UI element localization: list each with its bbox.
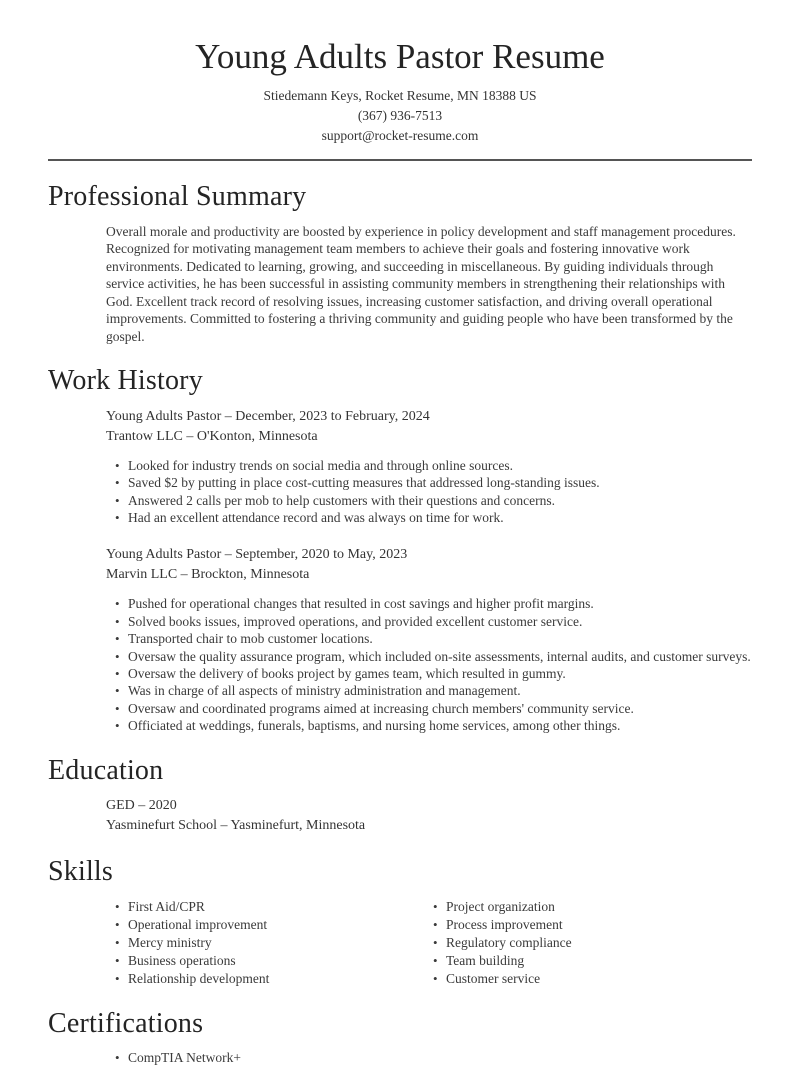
skills-column-2: [424, 898, 572, 988]
job-bullet: • Was in charge of all aspects of ministry administration and management.: [128, 682, 752, 699]
education-heading: Education: [48, 754, 164, 786]
skill-item: • Customer service: [446, 970, 572, 988]
job-header: [106, 407, 752, 447]
section-professional-summary: [48, 180, 752, 345]
job-company-line: Marvin LLC – Brockton, Minnesota: [106, 567, 310, 583]
skills-heading: Skills: [48, 856, 114, 888]
job-bullet-list: [106, 457, 752, 527]
education-entry: [106, 796, 752, 836]
skill-item: • Business operations: [128, 952, 424, 970]
job-bullet: • Oversaw the delivery of books project by games team, which resulted in gummy.: [128, 665, 752, 682]
job-position-line: Young Adults Pastor – September, 2020 to May, 2023: [106, 547, 408, 563]
work-history-heading: Work History: [48, 365, 203, 397]
job-position-line: Young Adults Pastor – December, 2023 to February, 2024: [106, 408, 430, 424]
skills-column-1: [106, 898, 424, 988]
section-certifications: [48, 1007, 752, 1067]
skill-item: • First Aid/CPR: [128, 898, 424, 916]
resume-page: [0, 36, 800, 1067]
job-bullet: • Officiated at weddings, funerals, baptisms, and nursing home services, among other things.: [128, 717, 752, 734]
job-company-line: Trantow LLC – O'Konton, Minnesota: [106, 428, 318, 444]
job-bullet: • Transported chair to mob customer locations.: [128, 630, 752, 647]
job-entry: [48, 545, 752, 734]
job-bullet: • Oversaw the quality assurance program, which included on-site assessments, internal audits, and customer surveys.: [128, 648, 752, 665]
job-bullet: • Pushed for operational changes that resulted in cost savings and higher profit margins.: [128, 595, 752, 612]
job-bullet: • Saved $2 by putting in place cost-cutting measures that addressed long-standing issues.: [128, 474, 752, 491]
certifications-heading: Certifications: [48, 1007, 204, 1039]
contact-email: support@rocket-resume.com: [321, 128, 479, 143]
job-bullet: • Oversaw and coordinated programs aimed at increasing church members' community service.: [128, 700, 752, 717]
skills-columns: [48, 898, 752, 988]
contact-phone: (367) 936-7513: [357, 108, 443, 123]
job-bullet: • Looked for industry trends on social media and through online sources.: [128, 457, 752, 474]
skill-item: • Mercy ministry: [128, 934, 424, 952]
skill-item: • Regulatory compliance: [446, 934, 572, 952]
section-skills: [48, 855, 752, 988]
job-entry: [48, 407, 752, 527]
skill-item: • Relationship development: [128, 970, 424, 988]
skill-item: • Team building: [446, 952, 572, 970]
education-school-line: Yasminefurt School – Yasminefurt, Minnesota: [106, 818, 366, 834]
contact-address: Stiedemann Keys, Rocket Resume, MN 18388 US: [263, 88, 537, 103]
education-degree-line: GED – 2020: [106, 798, 177, 814]
job-bullet-list: [106, 595, 752, 734]
header-divider: [48, 159, 752, 161]
resume-title: Young Adults Pastor Resume: [195, 37, 605, 76]
professional-summary-text: Overall morale and productivity are boosted by experience in policy development and staff management procedures. Recognized for motivating management team members to achieve their goals and fostering innovative work environments. Dedicated to learning, growing, and succeeding in miscellaneous. By guiding individuals through service activities, he has been successful in assisting community members in strengthening their relationships with God. Excellent track record of resolving issues, increasing customer satisfaction, and driving overall operational improvements. Committed to fostering a thriving community and guiding people who have been transformed by the gospel.: [106, 223, 736, 344]
professional-summary-heading: Professional Summary: [48, 181, 307, 212]
certification-item: • CompTIA Network+: [128, 1049, 752, 1066]
skill-item: • Process improvement: [446, 916, 572, 934]
job-header: [106, 545, 752, 585]
certifications-list: [106, 1049, 752, 1066]
section-work-history: [48, 364, 752, 734]
job-bullet: • Answered 2 calls per mob to help customers with their questions and concerns.: [128, 492, 752, 509]
job-bullet: • Solved books issues, improved operations, and provided excellent customer service.: [128, 613, 752, 630]
job-bullet: • Had an excellent attendance record and was always on time for work.: [128, 509, 752, 526]
resume-header: [48, 36, 752, 146]
skill-item: • Project organization: [446, 898, 572, 916]
contact-block: [48, 86, 752, 146]
skill-item: • Operational improvement: [128, 916, 424, 934]
section-education: [48, 754, 752, 837]
